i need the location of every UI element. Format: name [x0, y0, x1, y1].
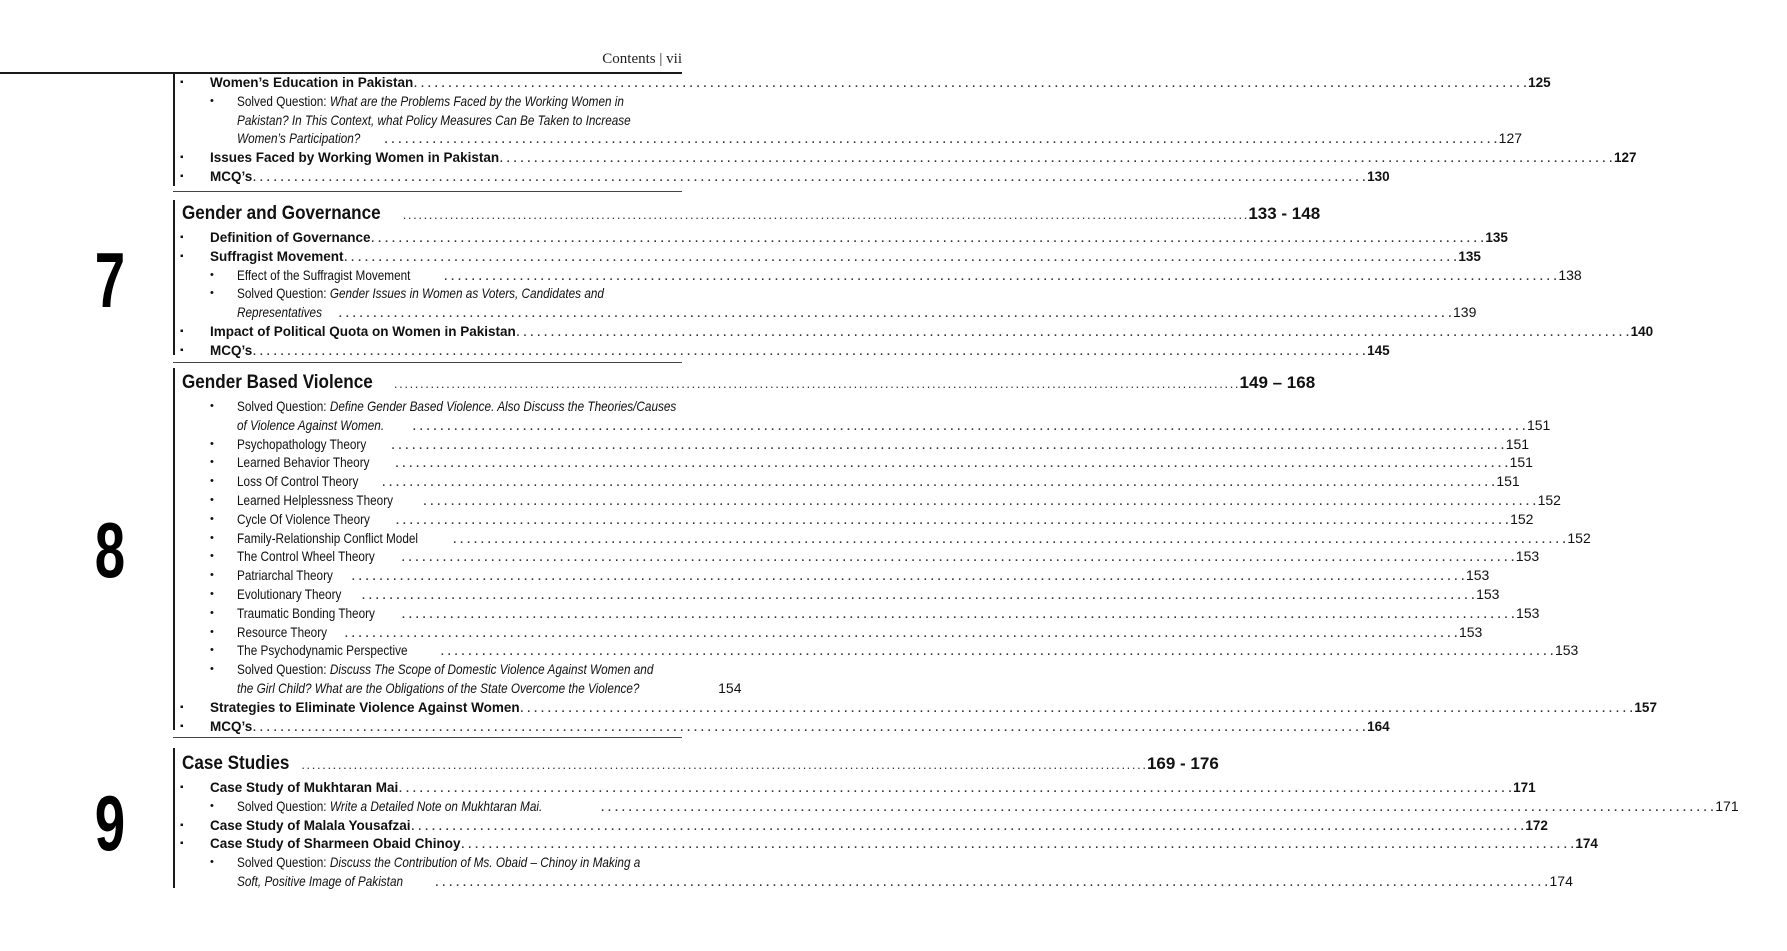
- page-header: Contents | vii: [602, 51, 682, 67]
- dot-leader: [344, 624, 1457, 642]
- toc-subentry: [210, 567, 1490, 585]
- square-bullet-icon: ▪: [180, 701, 184, 713]
- toc-subentry: [237, 416, 1551, 435]
- chapter-number: 7: [94, 236, 126, 324]
- entry-label: [237, 304, 322, 320]
- question-prefix: Solved Question:: [237, 854, 330, 871]
- toc-entry: [180, 248, 1481, 266]
- dot-leader: [398, 779, 1511, 797]
- entry-label: [237, 398, 676, 414]
- entry-text: The Psychodynamic Perspective: [237, 642, 408, 659]
- entry-label: [210, 249, 344, 264]
- toc-entry: [180, 168, 1390, 186]
- question-text: Write a Detailed Note on Mukhtaran Mai.: [329, 797, 543, 814]
- entry-label: [210, 780, 398, 795]
- dot-leader: [401, 548, 1514, 566]
- dot-leader: [600, 798, 1713, 816]
- dot-leader: [344, 248, 1457, 266]
- chapter-title: Gender and Governance: [182, 203, 381, 224]
- entry-text: Definition of Governance: [210, 230, 371, 245]
- square-bullet-icon: ▪: [180, 232, 184, 243]
- entry-label: [237, 642, 408, 658]
- question-text: Representatives: [237, 304, 322, 321]
- round-bullet-icon: •: [210, 625, 214, 638]
- chapter-number: 9: [94, 779, 126, 867]
- chapter-page-range: 133 - 148: [1248, 204, 1321, 223]
- dot-leader: [381, 473, 1494, 491]
- toc-entry: [180, 149, 1637, 167]
- dot-leader: [371, 229, 1484, 247]
- page-number: 153: [1476, 586, 1500, 602]
- entry-label: [237, 798, 542, 814]
- dot-leader: [440, 642, 1553, 660]
- dot-leader: [301, 757, 1145, 772]
- page-number: 135: [1485, 230, 1508, 245]
- header-page-number: vii: [666, 51, 682, 67]
- page-number: 157: [1634, 699, 1657, 715]
- round-bullet-icon: •: [210, 531, 214, 544]
- square-bullet-icon: ▪: [180, 77, 184, 88]
- entry-text: Women’s Education in Pakistan: [210, 75, 414, 90]
- chapter-title: Gender Based Violence: [182, 372, 373, 393]
- entry-label: [210, 719, 252, 734]
- section-rule: [173, 74, 175, 186]
- question-text: the Girl Child? What are the Obligations of the State Overcome the Violence?: [237, 680, 640, 696]
- entry-label: [237, 454, 369, 470]
- dot-leader: [413, 74, 1526, 92]
- entry-text: Evolutionary Theory: [237, 586, 342, 602]
- page-number: 171: [1513, 780, 1536, 795]
- toc-entry: [180, 342, 1390, 360]
- square-bullet-icon: ▪: [180, 782, 184, 793]
- entry-label: [237, 854, 640, 870]
- toc-entry: [180, 699, 1657, 717]
- round-bullet-icon: •: [210, 437, 214, 450]
- toc-entry: [180, 74, 1551, 92]
- page-number: 153: [1554, 642, 1579, 659]
- page-number: 145: [1367, 342, 1390, 358]
- question-prefix: Solved Question:: [237, 797, 330, 814]
- chapter-number: 8: [94, 506, 126, 594]
- round-bullet-icon: •: [210, 512, 214, 525]
- toc-entry: [180, 323, 1654, 341]
- entry-label: [237, 267, 410, 283]
- question-prefix: Solved Question:: [237, 92, 330, 109]
- entry-label: [210, 818, 411, 833]
- entry-label: [210, 343, 252, 358]
- entry-text: Traumatic Bonding Theory: [237, 604, 375, 621]
- dot-leader: [520, 699, 1633, 717]
- round-bullet-icon: •: [210, 856, 214, 869]
- page-number: 153: [1458, 623, 1483, 640]
- question-text: Pakistan? In This Context, what Policy Measures Can Be Taken to Increase: [237, 111, 631, 128]
- entry-text: MCQ’s: [210, 342, 253, 358]
- dot-leader: [401, 605, 1514, 623]
- page-number: 138: [1558, 266, 1582, 283]
- entry-text: Learned Behavior Theory: [237, 454, 370, 471]
- round-bullet-icon: •: [210, 494, 214, 506]
- page-number: 153: [1465, 567, 1490, 584]
- page-number: 130: [1367, 169, 1390, 184]
- entry-text: The Control Wheel Theory: [237, 548, 375, 565]
- round-bullet-icon: •: [210, 606, 214, 619]
- page-number: 174: [1575, 836, 1598, 852]
- toc-entry: [180, 835, 1598, 853]
- page-number: 151: [1526, 416, 1551, 433]
- chapter-rule: [173, 748, 175, 888]
- question-text: of Violence Against Women.: [237, 416, 385, 433]
- toc-subentry: [210, 854, 676, 872]
- question-text: Gender Issues in Women as Voters, Candidates and: [329, 285, 604, 302]
- question-text: Discuss the Contribution of Ms. Obaid – Chinoy in Making a: [329, 854, 641, 871]
- entry-text: Case Study of Sharmeen Obaid Chinoy: [210, 836, 461, 852]
- toc-subentry: [237, 680, 742, 698]
- entry-label: [210, 700, 520, 715]
- page-number: 153: [1515, 548, 1540, 565]
- chapter-title: Case Studies: [182, 753, 290, 774]
- square-bullet-icon: ▪: [180, 152, 184, 164]
- dot-leader: [394, 376, 1238, 391]
- page-number: 153: [1516, 604, 1540, 621]
- chapter-rule: [173, 200, 175, 355]
- page-number: 151: [1496, 473, 1520, 490]
- dot-leader: [412, 417, 1525, 435]
- page-number: 152: [1510, 510, 1534, 527]
- page-number: 135: [1458, 248, 1481, 264]
- toc-subentry: [210, 398, 676, 416]
- toc-subentry: [210, 93, 676, 111]
- dot-leader: [384, 130, 1497, 148]
- toc-subentry: [237, 873, 1573, 891]
- toc-subentry: [210, 492, 1561, 510]
- page-number: 151: [1509, 454, 1533, 471]
- dot-leader: [395, 511, 1508, 529]
- toc-subentry: [210, 548, 1540, 566]
- square-bullet-icon: ▪: [180, 326, 184, 337]
- question-prefix: Solved Question:: [237, 661, 330, 678]
- page-number: 139: [1453, 304, 1477, 321]
- toc-subentry: [210, 266, 1582, 285]
- entry-label: [237, 680, 639, 696]
- chapter-title-row: [182, 203, 1321, 225]
- entry-label: [210, 230, 371, 245]
- entry-text: Loss Of Control Theory: [237, 473, 359, 490]
- toc-subentry: [210, 529, 1591, 548]
- square-bullet-icon: ▪: [180, 250, 184, 262]
- round-bullet-icon: •: [210, 799, 214, 812]
- entry-text: MCQ’s: [210, 169, 253, 184]
- toc-subentry: [210, 586, 1500, 604]
- entry-text: Strategies to Eliminate Violence Against Women: [210, 699, 520, 715]
- round-bullet-icon: •: [210, 569, 214, 582]
- dot-leader: [443, 267, 1556, 285]
- question-prefix: Solved Question:: [237, 285, 330, 302]
- entry-label: [210, 75, 413, 90]
- page-number: 127: [1498, 130, 1523, 147]
- round-bullet-icon: •: [210, 400, 214, 412]
- round-bullet-icon: •: [210, 456, 214, 469]
- chapter-rule: [173, 368, 175, 730]
- square-bullet-icon: ▪: [180, 171, 184, 182]
- page-number: 140: [1630, 324, 1654, 339]
- entry-label: [237, 548, 375, 564]
- entry-text: Family-Relationship Conflict Model: [237, 529, 419, 546]
- entry-label: [210, 836, 461, 851]
- toc-entry: [180, 229, 1508, 247]
- toc-subentry: [210, 604, 1540, 623]
- entry-label: [237, 417, 384, 433]
- round-bullet-icon: •: [210, 287, 214, 300]
- page-number: 152: [1537, 492, 1561, 508]
- entry-label: [237, 661, 653, 677]
- entry-text: Patriarchal Theory: [237, 567, 333, 584]
- toc-subentry: [237, 304, 1477, 322]
- entry-label: [237, 873, 403, 889]
- chapter-page-range: 169 - 176: [1146, 754, 1219, 773]
- dot-leader: [423, 492, 1536, 510]
- page-number: 151: [1505, 435, 1530, 452]
- entry-label: [237, 605, 375, 621]
- entry-text: Case Study of Mukhtaran Mai: [210, 780, 399, 795]
- entry-text: Effect of the Suffragist Movement: [237, 266, 411, 283]
- page-number: 174: [1549, 873, 1573, 889]
- header-title: Contents: [602, 51, 656, 67]
- question-text: Define Gender Based Violence. Also Discuss the Theories/Causes: [329, 398, 677, 414]
- entry-text: Suffragist Movement: [210, 248, 344, 264]
- round-bullet-icon: •: [210, 588, 214, 600]
- dot-leader: [252, 718, 1365, 736]
- page-number: 164: [1367, 718, 1390, 734]
- toc-entry: [180, 817, 1548, 835]
- toc-subentry: [210, 797, 1739, 816]
- entry-label: [237, 436, 366, 452]
- dot-leader: [516, 323, 1629, 341]
- chapter-divider: [173, 362, 682, 363]
- page-number: 172: [1525, 817, 1548, 833]
- entry-label: [237, 530, 418, 546]
- entry-text: Impact of Political Quota on Women in Pakistan: [210, 324, 516, 339]
- toc-subentry: [210, 285, 676, 303]
- dot-leader: [499, 149, 1612, 167]
- entry-text: Learned Helplessness Theory: [237, 492, 394, 508]
- toc-subentry: [210, 454, 1533, 472]
- round-bullet-icon: •: [210, 94, 214, 107]
- entry-label: [237, 112, 631, 128]
- page-number: 154: [718, 680, 742, 696]
- chapter-title-row: [182, 372, 1316, 394]
- chapter-title-row: [182, 753, 1219, 775]
- entry-label: [237, 586, 341, 602]
- question-text: Discuss The Scope of Domestic Violence Against Women and: [329, 661, 654, 678]
- dot-leader: [403, 207, 1247, 222]
- page-number: 171: [1715, 797, 1739, 814]
- round-bullet-icon: •: [210, 663, 214, 676]
- toc-subentry: [210, 623, 1483, 642]
- entry-label: [237, 492, 393, 508]
- entry-text: Psychopathology Theory: [237, 435, 367, 452]
- page-number: 125: [1528, 75, 1551, 90]
- dot-leader: [252, 342, 1365, 360]
- dot-leader: [351, 567, 1464, 585]
- chapter-divider: [173, 737, 682, 738]
- section-divider: [173, 191, 682, 192]
- dot-leader: [461, 835, 1574, 853]
- entry-text: Cycle Of Violence Theory: [237, 510, 370, 527]
- toc-subentry: [210, 661, 676, 679]
- toc-subentry: [237, 112, 676, 130]
- dot-leader: [411, 817, 1524, 835]
- dot-leader: [435, 873, 1548, 891]
- entry-label: [237, 285, 604, 301]
- toc-subentry: [210, 642, 1579, 660]
- entry-label: [237, 511, 370, 527]
- toc-subentry: [210, 510, 1534, 529]
- dot-leader: [361, 586, 1474, 604]
- entry-text: Case Study of Malala Yousafzai: [210, 817, 411, 833]
- entry-label: [237, 567, 333, 583]
- toc-entry: [180, 718, 1390, 736]
- question-prefix: Solved Question:: [237, 398, 330, 414]
- square-bullet-icon: ▪: [180, 838, 184, 850]
- entry-label: [237, 93, 624, 109]
- entry-label: [210, 169, 252, 184]
- question-text: Women’s Participation?: [237, 130, 361, 147]
- page-number: 127: [1613, 150, 1637, 166]
- toc-subentry: [237, 130, 1523, 148]
- toc-entry: [180, 779, 1536, 797]
- chapter-page-range: 149 – 168: [1239, 373, 1316, 392]
- dot-leader: [395, 454, 1508, 472]
- entry-label: [210, 324, 516, 339]
- round-bullet-icon: •: [210, 550, 214, 563]
- dot-leader: [391, 436, 1504, 454]
- round-bullet-icon: •: [210, 475, 214, 488]
- toc-subentry: [210, 435, 1530, 454]
- page-number: 152: [1567, 529, 1591, 546]
- entry-label: [237, 624, 327, 640]
- entry-label: [237, 130, 360, 146]
- entry-label: [210, 150, 499, 165]
- square-bullet-icon: ▪: [180, 720, 184, 732]
- question-text: Soft, Positive Image of Pakistan: [237, 873, 404, 889]
- round-bullet-icon: •: [210, 268, 214, 281]
- toc-subentry: [210, 473, 1520, 491]
- entry-text: Resource Theory: [237, 623, 327, 640]
- entry-text: Issues Faced by Working Women in Pakistan: [210, 150, 500, 166]
- round-bullet-icon: •: [210, 644, 214, 657]
- dot-leader: [252, 168, 1365, 186]
- square-bullet-icon: ▪: [180, 819, 184, 831]
- square-bullet-icon: ▪: [180, 344, 184, 356]
- dot-leader: [338, 304, 1451, 322]
- dot-leader: [453, 530, 1566, 548]
- entry-label: [237, 473, 358, 489]
- entry-text: MCQ’s: [210, 718, 253, 734]
- question-text: What are the Problems Faced by the Working Women in: [329, 92, 624, 109]
